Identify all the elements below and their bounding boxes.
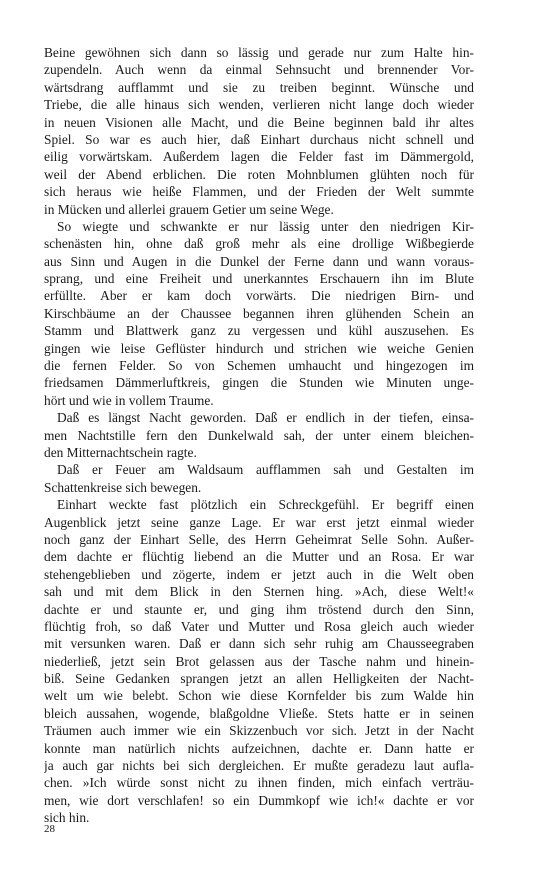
text-line: chen. »Ich würde sonst nicht zu ihnen finden, mich einfach verträu- [44,775,474,791]
text-line: wärtsdrang aufflammt und sie zu treiben beginnt. Wünsche und [44,79,474,95]
text-line: dem dachte er flüchtig liebend an die Mutter und an Rosa. Er war [44,549,474,565]
text-line: noch ganz der Einhart Selle, des Herrn Geheimrat Selle Sohn. Außer- [44,531,474,547]
text-line: hört und wie in vollem Traume. [44,392,214,408]
text-line: So wiegte und schwankte er nur lässig unter den niedrigen Kir- [57,218,474,234]
text-line: erfüllte. Aber er kam doch vorwärts. Die niedrigen Birn- und [44,288,474,304]
text-line: Schattenkreise sich bewegen. [44,479,202,495]
text-line: dachte er und staunte er, und ging ihm tröstend durch den Sinn, [44,601,474,617]
text-line: Augenblick jetzt seine ganze Lage. Er war erst jetzt einmal wieder [44,514,474,530]
text-line: ja auch gar nichts bei sich dergleichen. Er mußte geradezu laut aufla- [44,758,474,774]
text-line: sich hin. [44,810,90,826]
text-line: sah und mit dem Blick in den Sternen hing. »Ach, diese Welt!« [44,584,474,600]
text-line: sprang, und eine Freiheit und unerkanntes Erschauern ihn im Blute [44,271,474,287]
text-line: gingen wie leise Geflüster hindurch und strichen wie weiche Genien [44,340,474,356]
text-line: aus Sinn und Augen in die Dunkel der Ferne dann und wann voraus- [44,253,474,269]
text-line: niederließ, jetzt sein Brot gelassen aus der Tasche nahm und hinein- [44,653,474,669]
page-number: 28 [44,823,55,835]
text-line: weil der Abend erblichen. Die roten Mohnblumen glühten noch für [44,166,474,182]
text-line: Träumen auch immer wie ein Skizzenbuch vor sich. Jetzt in der Nacht [44,723,474,739]
text-line: Einhart weckte fast plötzlich ein Schreckgefühl. Er begriff einen [57,497,474,513]
text-line: in neuen Visionen alle Macht, und die Beine beginnen bald ihr altes [44,114,474,130]
text-line: den Mitternachtschein ragte. [44,444,197,460]
text-line: Triebe, die alle hinaus sich wenden, verlieren nicht lange doch wieder [44,97,474,113]
text-line: Kirschbäume an der Chaussee begannen ihren glühenden Schein an [44,305,474,321]
text-body [44,44,474,827]
text-line: men, wie dort verschlafen! so ein Dummkopf wie ich!« dachte er vor [44,792,474,808]
text-line: in Mücken und allerlei grauem Getier um seine Wege. [44,201,334,217]
text-line: eilig vorwärtskam. Außerdem lagen die Felder fast im Dämmergold, [44,149,474,165]
text-line: friedsamen Dämmerluftkreis, gingen die Stunden wie Minuten unge- [44,375,474,391]
text-line: zupendeln. Auch wenn da einmal Sehnsucht und brennender Vor- [44,62,474,78]
text-line: konnte man natürlich nichts aufzeichnen, dachte er. Dann hatte er [44,740,474,756]
text-line: Stamm und Blattwerk ganz zu vergessen und kühl auszusehen. Es [44,323,474,339]
text-line: Daß er Feuer am Waldsaum aufflammen sah und Gestalten im [57,462,474,478]
text-line: men Nachtstille fern den Dunkelwald sah, der unter einem bleichen- [44,427,474,443]
text-line: stehengeblieben und zögerte, indem er jetzt auch in die Welt oben [44,566,474,582]
text-line: mit versunken waren. Daß er dann sich sehr ruhig am Chausseegraben [44,636,474,652]
text-line: Spiel. So war es auch hier, daß Einhart durchaus nicht schnell und [44,131,474,147]
text-line: bleich aussahen, wogende, blaßgoldne Vließe. Stets hatte er in seinen [44,705,474,721]
text-line: schenästen hin, ohne daß groß mehr als eine drollige Wißbegierde [44,236,474,252]
text-line: sich heraus wie heiße Flammen, und der Frieden der Welt summte [44,184,474,200]
text-line: flüchtig froh, so daß Vater und Mutter und Rosa gleich auch wieder [44,618,474,634]
text-line: welt um wie belebt. Schon wie diese Kornfelder bis zum Walde hin [44,688,474,704]
text-line: Beine gewöhnen sich dann so lässig und gerade nur zum Halte hin- [44,45,474,60]
text-line: die fernen Felder. So von Schemen umhaucht und hingezogen im [44,358,474,374]
text-line: biß. Seine Gedanken sprangen jetzt an allen Helligkeiten der Nacht- [44,671,474,687]
text-line: Daß es längst Nacht geworden. Daß er endlich in der tiefen, einsa- [57,410,474,426]
